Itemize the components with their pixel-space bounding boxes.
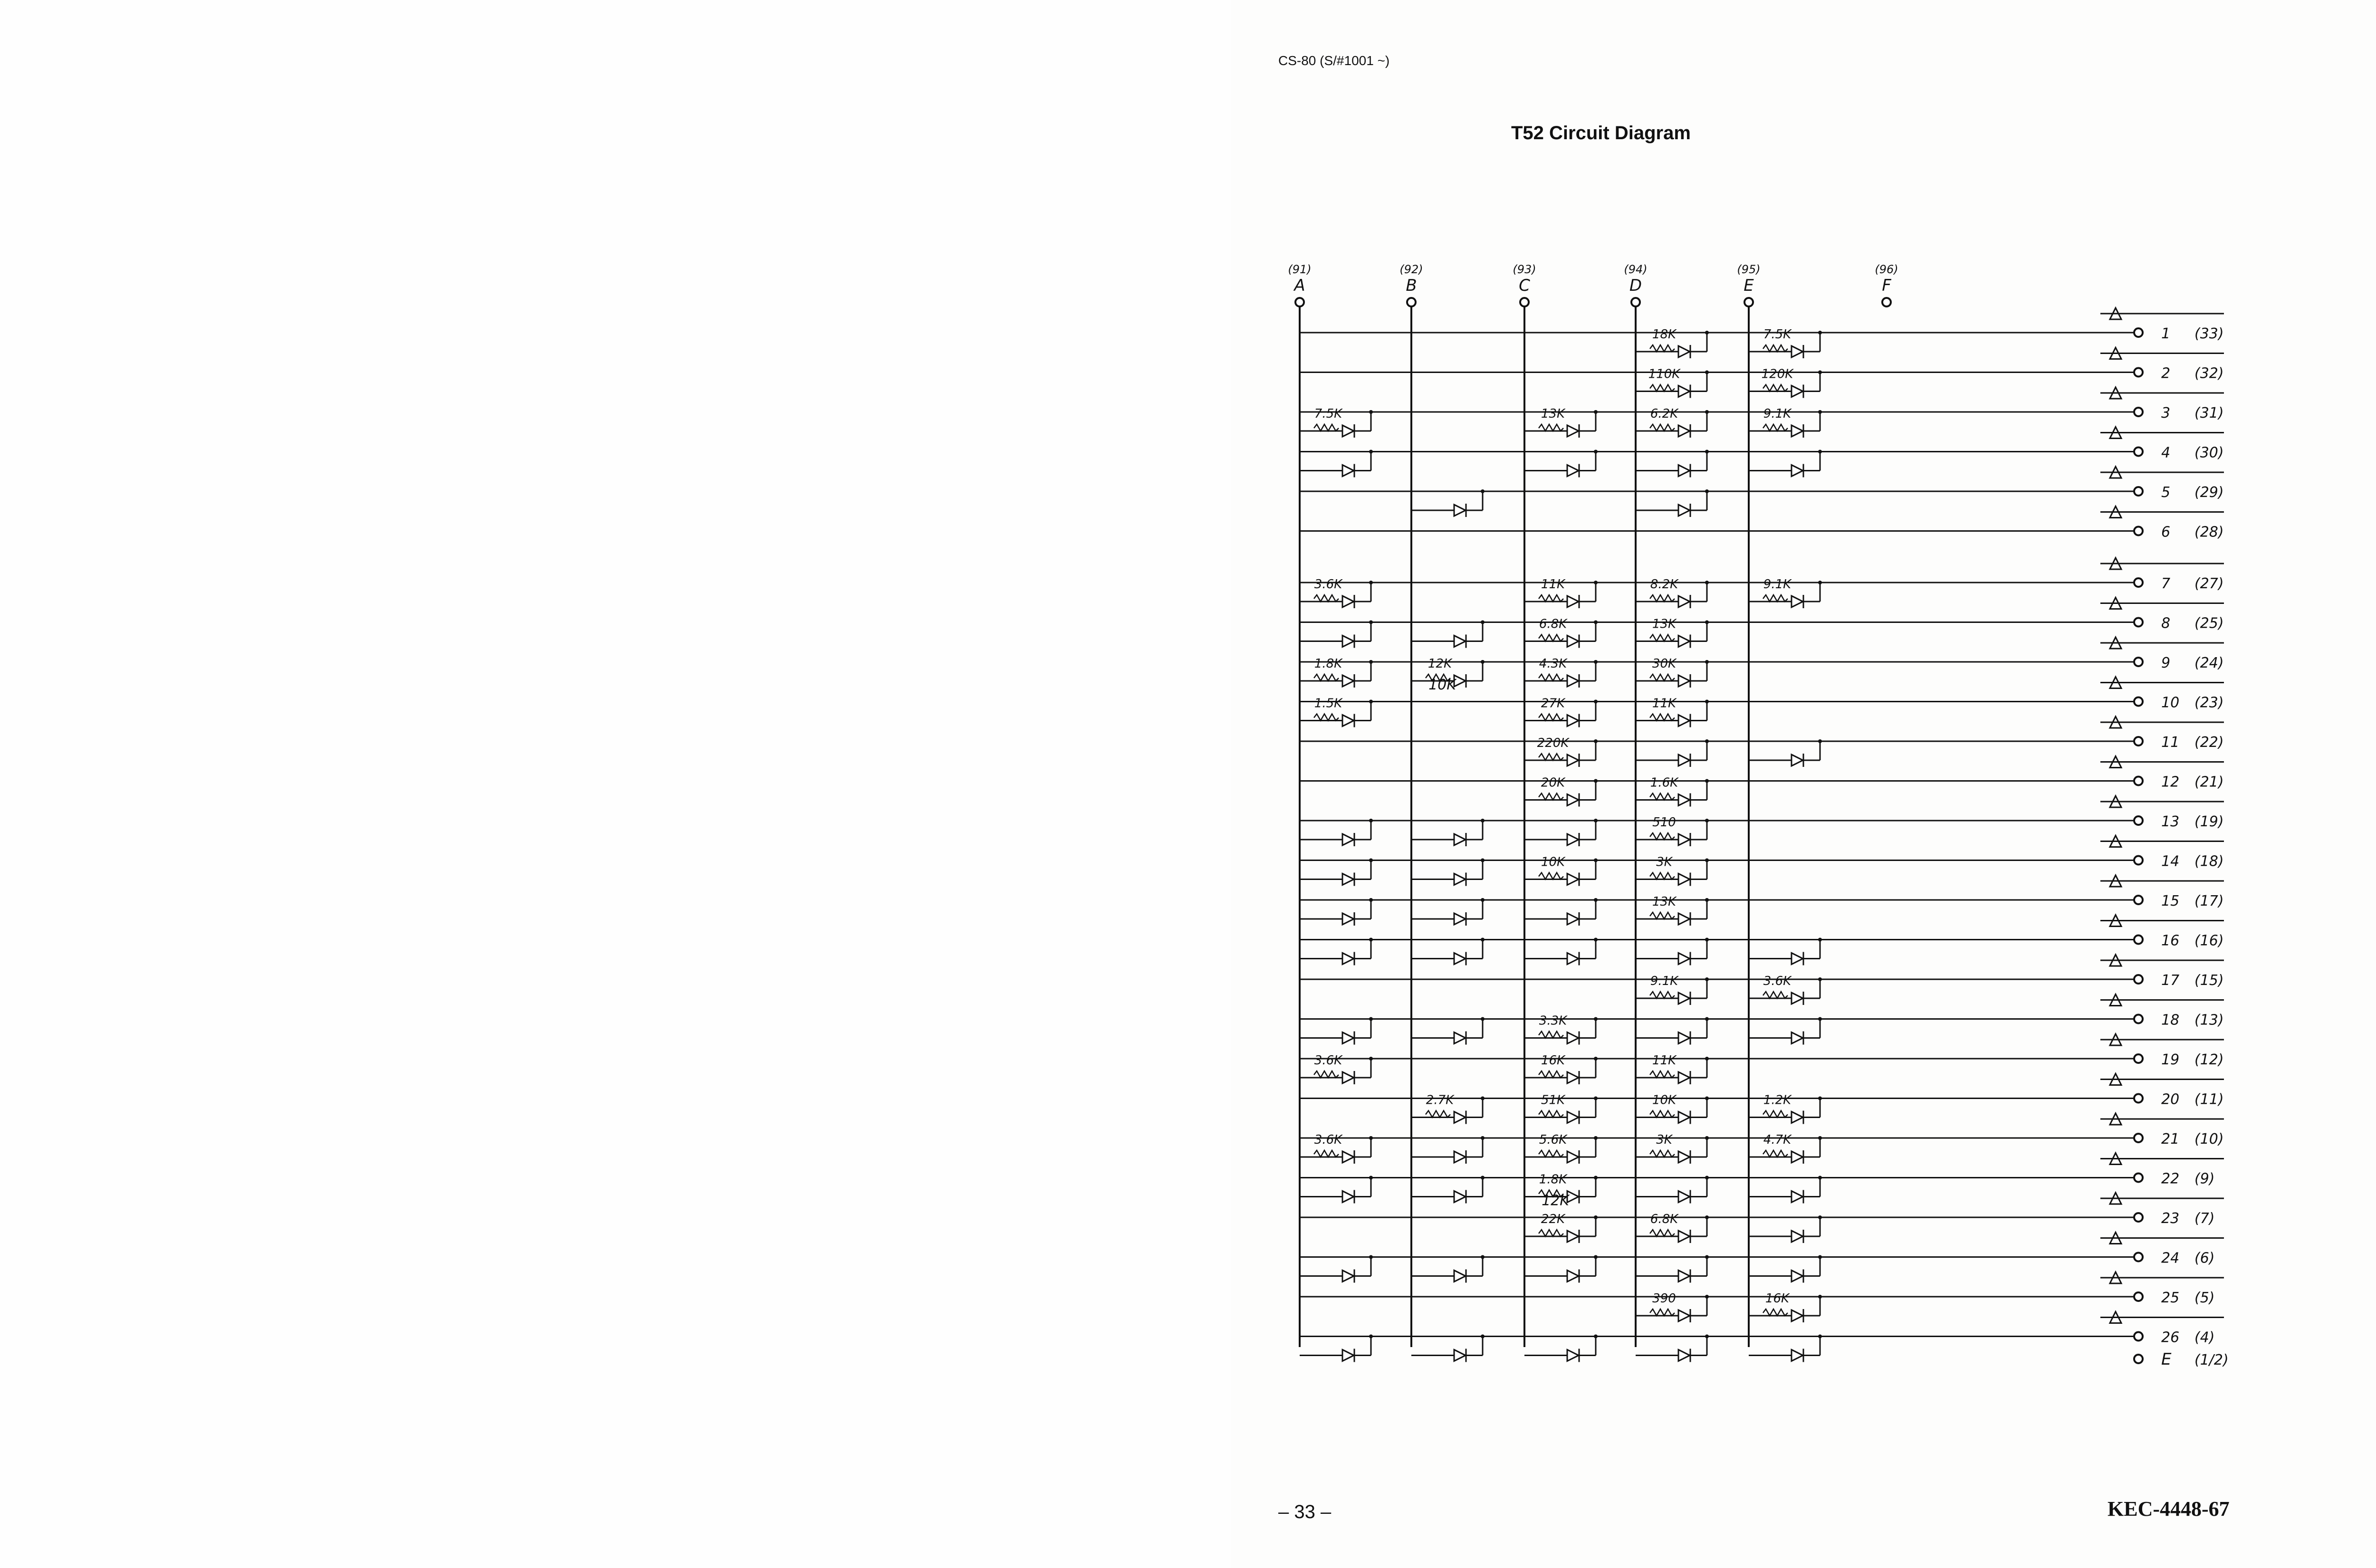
resistor-symbol	[1650, 595, 1675, 602]
resistor-symbol	[1650, 385, 1675, 392]
column-letter: B	[1406, 276, 1417, 295]
output-pin: (7)	[2194, 1210, 2215, 1227]
diode-symbol	[1636, 1335, 1709, 1362]
resistor-value-label: 1.6K	[1650, 775, 1678, 790]
resistor-value-label: 3.3K	[1539, 1013, 1567, 1028]
output-number: 10	[2161, 694, 2180, 711]
output-terminal	[2134, 975, 2143, 984]
diode-symbol	[1300, 621, 1373, 648]
resistor-value-label: 51K	[1541, 1093, 1565, 1108]
column-terminal	[1882, 298, 1891, 306]
resistor-value-label: 9.1K	[1763, 577, 1792, 592]
resistor-symbol	[1763, 385, 1788, 392]
resistor-value-label: 6.8K	[1539, 617, 1567, 631]
output-terminal	[2134, 487, 2143, 496]
diode-symbol	[1524, 1335, 1598, 1362]
page-title: T52 Circuit Diagram	[1511, 123, 1691, 143]
resistor-value-label: 3.6K	[1763, 974, 1792, 988]
output-terminal	[2134, 448, 2143, 456]
output-number: 17	[2161, 972, 2180, 989]
resistor-value-label: 27K	[1541, 696, 1565, 711]
output-terminal	[2134, 777, 2143, 785]
resistor-value-label: 220K	[1537, 736, 1569, 750]
output-terminal	[2134, 1134, 2143, 1142]
diode-symbol	[1749, 450, 1822, 478]
resistor-symbol	[1539, 1032, 1563, 1038]
output-terminal	[2134, 408, 2143, 416]
resistor-symbol	[1539, 595, 1563, 602]
resistor-symbol	[1650, 833, 1675, 840]
column-letter: C	[1519, 276, 1530, 295]
resistor-symbol	[1763, 1150, 1788, 1157]
diode-symbol	[1636, 450, 1709, 478]
diode-symbol	[1636, 1017, 1709, 1045]
diode-symbol	[1300, 819, 1373, 846]
output-pin: (12)	[2194, 1052, 2224, 1068]
resistor-symbol	[1650, 992, 1675, 998]
output-pin: (6)	[2194, 1250, 2215, 1267]
resistor-symbol	[1650, 635, 1675, 641]
resistor-symbol	[1763, 1309, 1788, 1316]
output-number: 14	[2161, 853, 2180, 870]
resistor-value-label: 13K	[1652, 895, 1677, 909]
resistor-symbol	[1539, 754, 1563, 760]
output-pin: (13)	[2194, 1012, 2224, 1029]
page-number: – 33 –	[1278, 1501, 1332, 1522]
resistor-symbol	[1650, 1230, 1675, 1236]
output-pin: (18)	[2194, 853, 2224, 870]
resistor-symbol	[1539, 873, 1563, 880]
alternate-resistor-label: 10K	[1428, 677, 1456, 693]
resistor-value-label: 9.1K	[1650, 974, 1678, 988]
output-pin: (22)	[2194, 734, 2224, 751]
output-number: 26	[2161, 1329, 2180, 1346]
resistor-value-label: 120K	[1761, 367, 1793, 382]
output-terminal	[2134, 618, 2143, 627]
diode-symbol	[1524, 1255, 1598, 1283]
resistor-value-label: 1.2K	[1763, 1093, 1792, 1108]
output-terminal	[2134, 1174, 2143, 1182]
column-terminal	[1295, 298, 1304, 306]
document-code: KEC-4448-67	[2108, 1497, 2230, 1520]
output-terminal	[2134, 578, 2143, 587]
resistor-symbol	[1763, 424, 1788, 431]
output-pin: (19)	[2194, 813, 2224, 830]
diode-symbol	[1749, 1255, 1822, 1283]
diode-symbol	[1636, 938, 1709, 966]
resistor-value-label: 10K	[1541, 855, 1565, 870]
ground-label: E	[2161, 1350, 2172, 1369]
resistor-value-label: 5.6K	[1539, 1133, 1567, 1147]
resistor-value-label: 7.5K	[1314, 407, 1342, 421]
column-pin-label: (94)	[1624, 263, 1648, 276]
output-pin: (32)	[2194, 365, 2224, 382]
output-number: 1	[2161, 325, 2171, 342]
resistor-symbol	[1539, 1071, 1563, 1078]
resistor-value-label: 3.6K	[1314, 1053, 1342, 1068]
resistor-value-label: 3.6K	[1314, 1133, 1342, 1147]
column-pin-label: (96)	[1875, 263, 1898, 276]
output-terminal	[2134, 527, 2143, 535]
resistor-symbol	[1650, 424, 1675, 431]
diode-symbol	[1411, 1176, 1485, 1204]
resistor-value-label: 22K	[1541, 1212, 1565, 1226]
resistor-value-label: 1.5K	[1314, 696, 1342, 711]
output-number: 7	[2161, 575, 2171, 592]
output-number: 21	[2161, 1131, 2180, 1147]
output-terminal	[2134, 1332, 2143, 1341]
diode-symbol	[1636, 1255, 1709, 1283]
diode-symbol	[1411, 1255, 1485, 1283]
diode-symbol	[1300, 1335, 1373, 1362]
column-terminal	[1407, 298, 1416, 306]
resistor-symbol	[1426, 1111, 1450, 1118]
resistor-symbol	[1539, 794, 1563, 800]
output-terminal	[2134, 1015, 2143, 1023]
diode-symbol	[1636, 859, 1709, 886]
column-letter: F	[1882, 276, 1891, 295]
resistor-symbol	[1650, 873, 1675, 880]
resistor-symbol	[1763, 992, 1788, 998]
resistor-value-label: 13K	[1541, 407, 1565, 421]
resistor-symbol	[1650, 674, 1675, 681]
resistor-value-label: 30K	[1652, 657, 1677, 671]
diode-symbol	[1636, 489, 1709, 517]
output-number: 13	[2161, 813, 2180, 830]
diode-symbol	[1411, 1017, 1485, 1045]
output-number: 2	[2161, 365, 2171, 382]
resistor-value-label: 390	[1652, 1291, 1676, 1306]
diode-symbol	[1300, 938, 1373, 966]
output-terminal	[2134, 896, 2143, 904]
diode-symbol	[1411, 1335, 1485, 1362]
diode-symbol	[1411, 819, 1485, 846]
output-number: 20	[2161, 1091, 2180, 1108]
column-pin-label: (95)	[1737, 263, 1761, 276]
column-terminal	[1631, 298, 1640, 306]
diode-symbol	[1749, 1017, 1822, 1045]
output-pin: (15)	[2194, 972, 2224, 989]
resistor-symbol	[1763, 595, 1788, 602]
resistor-value-label: 6.8K	[1650, 1212, 1678, 1226]
resistor-value-label: 3K	[1656, 1133, 1672, 1147]
diode-symbol	[1411, 859, 1485, 886]
diode-symbol	[1749, 938, 1822, 966]
diode-symbol	[1636, 1136, 1709, 1164]
output-number: 4	[2161, 444, 2171, 461]
resistor-value-label: 4.3K	[1539, 657, 1567, 671]
diode-symbol	[1411, 489, 1485, 517]
output-pin: (27)	[2194, 575, 2224, 592]
output-terminal	[2134, 856, 2143, 865]
output-pin: (31)	[2194, 405, 2224, 421]
resistor-symbol	[1539, 1111, 1563, 1118]
diode-symbol	[1636, 739, 1709, 767]
output-terminal	[2134, 936, 2143, 944]
column-letter: E	[1744, 276, 1754, 295]
resistor-symbol	[1539, 1150, 1563, 1157]
diode-symbol	[1524, 938, 1598, 966]
resistor-symbol	[1314, 714, 1339, 721]
diode-symbol	[1300, 450, 1373, 478]
output-number: 24	[2161, 1250, 2180, 1267]
output-terminal	[2134, 328, 2143, 337]
output-pin: (33)	[2194, 325, 2224, 342]
output-number: 5	[2161, 484, 2171, 501]
output-terminal	[2134, 658, 2143, 666]
column-letter: D	[1629, 276, 1642, 295]
alternate-resistor-label: 12K	[1542, 1192, 1569, 1209]
column-terminal	[1744, 298, 1753, 306]
resistor-symbol	[1314, 1150, 1339, 1157]
diode-symbol	[1524, 819, 1598, 846]
output-pin: (23)	[2194, 694, 2224, 711]
output-number: 15	[2161, 893, 2180, 909]
column-pin-label: (92)	[1399, 263, 1423, 276]
resistor-value-label: 3K	[1656, 855, 1672, 870]
resistor-value-label: 6.2K	[1650, 407, 1678, 421]
resistor-symbol	[1539, 674, 1563, 681]
output-number: 19	[2161, 1052, 2180, 1068]
output-pin: (4)	[2194, 1329, 2215, 1346]
resistor-value-label: 13K	[1652, 617, 1677, 631]
resistor-value-label: 11K	[1652, 1053, 1677, 1068]
diode-symbol	[1524, 450, 1598, 478]
diode-symbol	[1411, 898, 1485, 926]
resistor-symbol	[1650, 912, 1675, 919]
output-number: 8	[2161, 615, 2171, 632]
output-terminal	[2134, 1213, 2143, 1222]
diode-symbol	[1300, 1255, 1373, 1283]
column-terminal	[1520, 298, 1529, 306]
resistor-value-label: 10K	[1652, 1093, 1677, 1108]
resistor-value-label: 20K	[1541, 775, 1565, 790]
resistor-symbol	[1763, 1111, 1788, 1118]
column-pin-label: (91)	[1288, 263, 1312, 276]
resistor-symbol	[1650, 345, 1675, 352]
diode-symbol	[1411, 1136, 1485, 1164]
resistor-value-label: 16K	[1765, 1291, 1790, 1306]
output-pin: (11)	[2194, 1091, 2224, 1108]
resistor-symbol	[1314, 595, 1339, 602]
diode-symbol	[1524, 898, 1598, 926]
output-pin: (29)	[2194, 484, 2224, 501]
output-pin: (24)	[2194, 655, 2224, 671]
resistor-symbol	[1539, 424, 1563, 431]
resistor-symbol	[1539, 714, 1563, 721]
diode-symbol	[1749, 1176, 1822, 1204]
output-pin: (10)	[2194, 1131, 2224, 1147]
output-terminal	[2134, 698, 2143, 706]
resistor-symbol	[1650, 1309, 1675, 1316]
column-letter: A	[1294, 276, 1305, 295]
resistor-symbol	[1314, 1071, 1339, 1078]
output-number: 18	[2161, 1012, 2180, 1029]
diode-symbol	[1749, 739, 1822, 767]
resistor-symbol	[1539, 635, 1563, 641]
output-terminal	[2134, 1054, 2143, 1063]
output-number: 11	[2161, 734, 2180, 751]
resistor-value-label: 7.5K	[1763, 327, 1792, 342]
resistor-value-label: 11K	[1541, 577, 1565, 592]
output-number: 16	[2161, 932, 2180, 949]
resistor-value-label: 510	[1652, 815, 1676, 830]
resistor-symbol	[1650, 794, 1675, 800]
resistor-value-label: 8.2K	[1650, 577, 1678, 592]
ground-pin: (1/2)	[2194, 1352, 2229, 1368]
diode-symbol	[1300, 859, 1373, 886]
output-terminal	[2134, 1253, 2143, 1262]
output-number: 6	[2161, 524, 2171, 541]
output-pin: (9)	[2194, 1170, 2215, 1187]
output-terminal	[2134, 368, 2143, 377]
output-terminal	[2134, 816, 2143, 825]
resistor-symbol	[1763, 345, 1788, 352]
diode-symbol	[1300, 1017, 1373, 1045]
output-number: 23	[2161, 1210, 2180, 1227]
resistor-value-label: 110K	[1648, 367, 1680, 382]
resistor-value-label: 1.8K	[1314, 657, 1342, 671]
output-number: 12	[2161, 774, 2180, 791]
resistor-symbol	[1650, 714, 1675, 721]
resistor-value-label: 18K	[1652, 327, 1677, 342]
diode-symbol	[1411, 621, 1485, 648]
diode-symbol	[1636, 1176, 1709, 1204]
output-terminal	[2134, 1292, 2143, 1301]
output-terminal	[2134, 737, 2143, 746]
output-pin: (28)	[2194, 524, 2224, 541]
output-number: 25	[2161, 1290, 2180, 1306]
output-pin: (21)	[2194, 774, 2224, 791]
diode-symbol	[1411, 938, 1485, 966]
resistor-value-label: 9.1K	[1763, 407, 1792, 421]
ground-terminal	[2134, 1355, 2143, 1363]
output-pin: (5)	[2194, 1290, 2215, 1306]
resistor-symbol	[1314, 674, 1339, 681]
resistor-value-label: 2.7K	[1426, 1093, 1454, 1108]
resistor-symbol	[1650, 1071, 1675, 1078]
resistor-symbol	[1539, 1230, 1563, 1236]
resistor-value-label: 16K	[1541, 1053, 1565, 1068]
diode-symbol	[1749, 1335, 1822, 1362]
output-pin: (17)	[2194, 893, 2224, 909]
output-number: 9	[2161, 655, 2171, 671]
resistor-symbol	[1650, 1150, 1675, 1157]
resistor-value-label: 11K	[1652, 696, 1677, 711]
diode-symbol	[1300, 1176, 1373, 1204]
output-pin: (30)	[2194, 444, 2224, 461]
column-pin-label: (93)	[1513, 263, 1536, 276]
resistor-value-label: 4.7K	[1763, 1133, 1792, 1147]
diode-symbol	[1749, 1215, 1822, 1243]
resistor-value-label: 12K	[1428, 657, 1452, 671]
output-pin: (16)	[2194, 932, 2224, 949]
output-terminal	[2134, 1094, 2143, 1103]
resistor-symbol	[1650, 1111, 1675, 1118]
resistor-value-label: 3.6K	[1314, 577, 1342, 592]
diode-symbol	[1300, 898, 1373, 926]
output-pin: (25)	[2194, 615, 2224, 632]
output-number: 3	[2161, 405, 2171, 421]
resistor-value-label: 1.8K	[1539, 1172, 1567, 1187]
output-number: 22	[2161, 1170, 2180, 1187]
model-header: CS-80 (S/#1001 ~)	[1278, 53, 1390, 68]
resistor-symbol	[1314, 424, 1339, 431]
